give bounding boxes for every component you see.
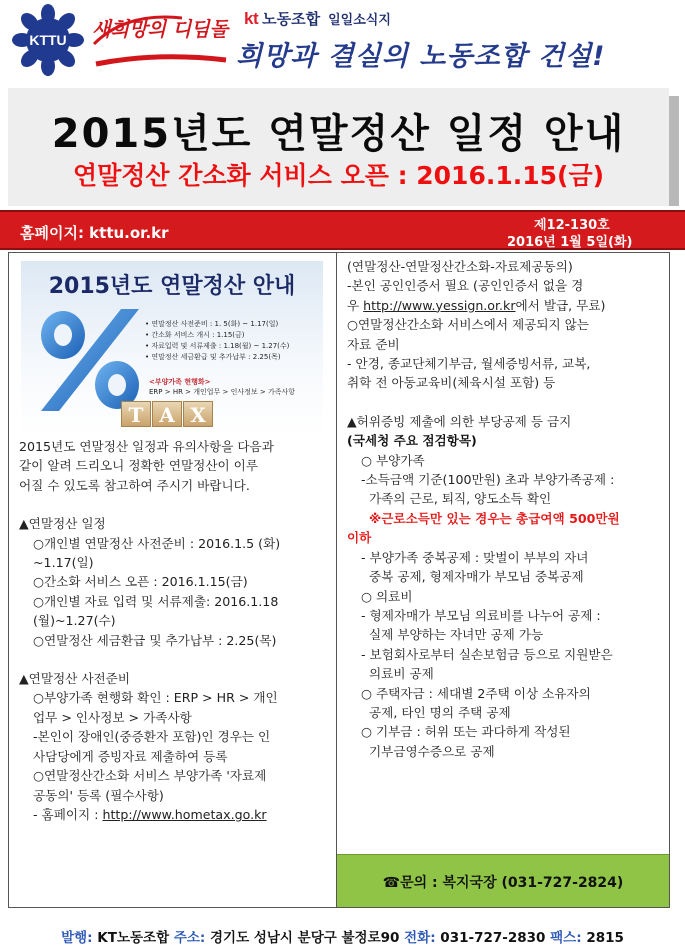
- headline: 희망과 결실의 노동조합 건설!: [236, 41, 606, 72]
- right-line: [347, 296, 665, 315]
- schedule-item: ~1.17(일): [33, 555, 94, 571]
- prep-item: -본인이 장애인(중증환자 포함)인 경우는 인: [33, 729, 271, 745]
- schedule-item: (월)~1.27(수): [33, 613, 116, 629]
- check-item: - 부양가족 중복공제 : 맞벌이 부부의 자녀: [361, 549, 589, 565]
- contact-phone[interactable]: ☎문의 : 복지국장 (031-727-2824): [382, 875, 624, 891]
- red-note: ※근로소득만 있는 경우는 총급여액 500만원: [369, 510, 620, 526]
- newsletter-header: [0, 0, 685, 88]
- schedule-item: ○개인별 연말정산 사전준비 : 2016.1.5 (화): [33, 535, 281, 551]
- prep-item: ○부양가족 현행화 확인 : ERP > HR > 개인: [33, 690, 278, 706]
- hero-list-item: • 연말정산 사전준비 : 1. 5(화) ~ 1.17(일): [145, 320, 279, 328]
- hero-list-item: • 자료입력 및 서류제출 : 1.18(월) ~ 1.27(수): [145, 342, 290, 350]
- info-bar: [0, 210, 685, 250]
- hero-tag: <부양가족 현행화>: [149, 378, 211, 386]
- right-column: [336, 252, 670, 908]
- issue-date: 2016년 1월 5일(화): [507, 235, 633, 250]
- check-item: 중복 공제, 형제자매가 부모님 중복공제: [369, 569, 584, 585]
- intro-line: 어질 수 있도록 참고하여 주시기 바랍니다.: [19, 477, 250, 493]
- schedule-item: ○간소화 서비스 오픈 : 2016.1.15(금): [33, 574, 248, 590]
- prep-item: 사담당에게 증빙자료 제출하여 등록: [33, 748, 228, 764]
- right-line: 취학 전 아동교육비(체육시설 포함) 등: [347, 375, 556, 391]
- address: 경기도 성남시 분당구 불정로90: [210, 930, 400, 946]
- right-line: - 안경, 종교단체기부금, 월세증빙서류, 교복,: [347, 356, 591, 372]
- title-banner: [8, 88, 669, 206]
- hero-list-item: • 연말정산 세금환급 및 추가납부 : 2.25(목): [145, 353, 281, 361]
- check-item: ○ 주택자금 : 세대별 2주택 이상 소유자의: [361, 685, 591, 701]
- fraud-heading: ▲허위증빙 제출에 의한 부당공제 등 금지: [347, 413, 572, 429]
- slogan-script-text: 새희망의 디딤돌: [92, 17, 231, 41]
- homepage-link[interactable]: 홈페이지: kttu.or.kr: [20, 224, 169, 242]
- hero-schedule-list: [145, 319, 321, 363]
- slogan-script-logo: [86, 4, 234, 74]
- hero-list-text: 연말정산 세금환급 및 추가납부 : 2.25(목): [151, 353, 281, 361]
- right-line: 자료 준비: [347, 336, 400, 352]
- fax-label: 팩스:: [550, 930, 582, 946]
- check-item: -소득금액 기준(100만원) 초과 부양가족공제 :: [361, 472, 615, 488]
- phone: 031-727-2830: [440, 930, 546, 946]
- hero-image: [21, 261, 323, 435]
- prep-item: ○연말정산간소화 서비스 부양가족 '자료제: [33, 768, 267, 784]
- contact-box: [337, 854, 669, 907]
- hero-title: 2015년도 연말정산 안내: [48, 274, 296, 299]
- check-item: ○ 의료비: [361, 588, 413, 604]
- tax-tiles: [121, 401, 213, 427]
- left-body-text: [19, 437, 329, 824]
- red-note: 이하: [347, 530, 372, 546]
- footer: [0, 926, 685, 946]
- check-item: 공제, 타인 명의 주택 공제: [369, 704, 511, 720]
- right-line: (연말정산-연말정산간소화-자료제공동의): [347, 259, 573, 274]
- publisher-label: 발행:: [61, 930, 93, 946]
- check-item: 기부금영수증으로 공제: [369, 743, 495, 759]
- logo-text: KTTU: [29, 32, 67, 48]
- right-line: ○연말정산간소화 서비스에서 제공되지 않는: [347, 317, 589, 333]
- intro-line: 2015년도 연말정산 일정과 유의사항을 다음과: [19, 439, 274, 454]
- left-column: [8, 252, 337, 908]
- publication-name: 일일소식지: [328, 13, 391, 28]
- check-item: 의료비 공제: [369, 666, 434, 682]
- check-item: 가족의 근로, 퇴직, 양도소득 확인: [369, 491, 552, 507]
- nts-heading: (국세청 주요 점검항목): [347, 433, 477, 449]
- yessign-link[interactable]: http://www.yessign.or.kr: [363, 297, 516, 313]
- hero-path: ERP > HR > 개인업무 > 인사정보 > 가족사항: [149, 388, 296, 396]
- kt-brand: kt: [244, 8, 259, 28]
- percent-icon: [29, 305, 149, 415]
- check-item: ○ 기부금 : 허위 또는 과다하게 작성된: [361, 724, 571, 740]
- union-name: 노동조합: [262, 10, 321, 28]
- schedule-item: ○연말정산 세금환급 및 추가납부 : 2.25(목): [33, 632, 277, 648]
- check-item: - 보험회사로부터 실손보험금 등으로 지원받은: [361, 646, 613, 662]
- schedule-heading: ▲연말정산 일정: [19, 516, 106, 532]
- fax: 2815: [586, 930, 624, 946]
- right-line-text: 우: [347, 297, 364, 313]
- check-item: - 형제자매가 부모님 의료비를 나누어 공제 :: [361, 607, 601, 623]
- address-label: 주소:: [173, 930, 206, 946]
- right-line-text: 에서 발급, 무료): [515, 297, 606, 313]
- right-body-text: [347, 257, 665, 761]
- hero-list-text: 간소화 서비스 개시 : 1.15(금): [151, 331, 245, 339]
- tax-tile: X: [183, 401, 213, 427]
- hero-list-text: 연말정산 사전준비 : 1. 5(화) ~ 1.17(일): [151, 320, 279, 328]
- check-item: ○ 부양가족: [361, 452, 425, 468]
- hero-list-text: 자료입력 및 서류제출 : 1.18(월) ~ 1.27(수): [151, 342, 290, 350]
- right-line: -본인 공인인증서 필요 (공인인증서 없을 경: [347, 278, 584, 294]
- tax-tile: A: [152, 401, 182, 427]
- hometax-label: - 홈페이지 :: [33, 806, 103, 822]
- prep-heading: ▲연말정산 사전준비: [19, 671, 131, 687]
- hero-list-item: • 간소화 서비스 개시 : 1.15(금): [145, 331, 245, 339]
- publisher: KT노동조합: [97, 930, 170, 946]
- prep-item: 업무 > 인사정보 > 가족사항: [33, 709, 192, 725]
- brand-line: [244, 8, 391, 29]
- issue-number: 제12-130호: [534, 218, 610, 233]
- banner-shadow: [669, 96, 679, 206]
- page-title: 2015년도 연말정산 일정 안내: [51, 111, 626, 157]
- phone-label: 전화:: [404, 930, 436, 946]
- prep-item: [19, 805, 329, 824]
- hometax-link[interactable]: http://www.hometax.go.kr: [102, 806, 267, 822]
- intro-line: 같이 알려 드리오니 정확한 연말정산이 이루: [19, 458, 258, 474]
- tax-tile: T: [121, 401, 151, 427]
- prep-item: 공동의' 등록 (필수사항): [33, 787, 164, 803]
- kttu-logo-icon: [12, 4, 84, 76]
- page-subtitle: 연말정산 간소화 서비스 오픈 : 2016.1.15(금): [72, 161, 605, 190]
- check-item: 실제 부양하는 자녀만 공제 가능: [369, 627, 544, 643]
- schedule-item: ○개인별 자료 입력 및 서류제출: 2016.1.18: [33, 593, 279, 609]
